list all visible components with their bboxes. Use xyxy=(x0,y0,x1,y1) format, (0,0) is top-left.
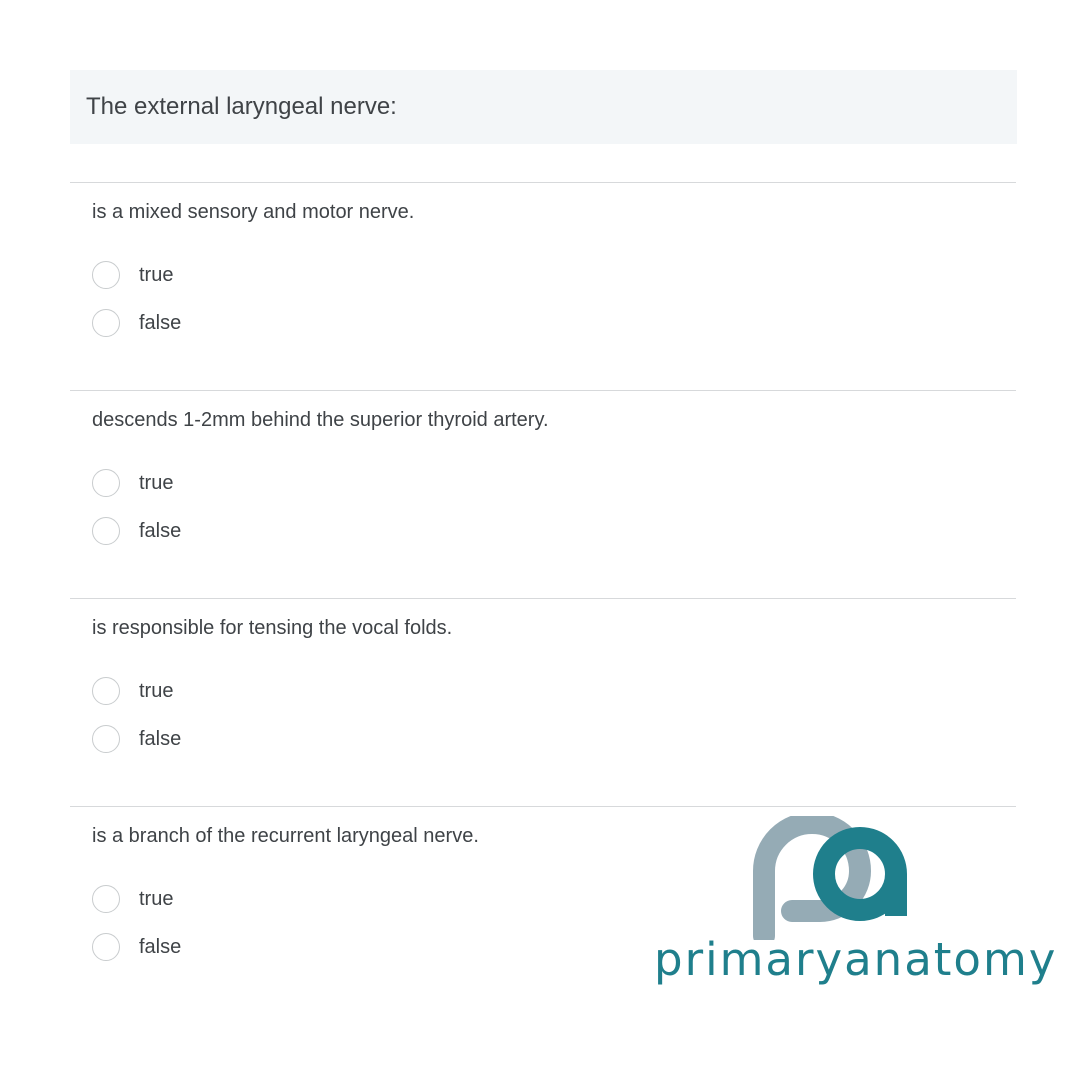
logo-wordmark: primaryanatomy xyxy=(654,933,1058,986)
radio-button[interactable] xyxy=(92,677,120,705)
statement-text: is a branch of the recurrent laryngeal nerve. xyxy=(92,825,479,847)
option-label: true xyxy=(139,263,174,286)
radio-button[interactable] xyxy=(92,469,120,497)
primaryanatomy-pa-logo-icon xyxy=(752,816,912,940)
radio-button[interactable] xyxy=(92,933,120,961)
option-false[interactable] xyxy=(92,514,181,548)
radio-button[interactable] xyxy=(92,309,120,337)
option-false[interactable] xyxy=(92,306,181,340)
radio-button[interactable] xyxy=(92,725,120,753)
radio-button[interactable] xyxy=(92,517,120,545)
option-label: false xyxy=(139,727,182,750)
question-title: The external laryngeal nerve: xyxy=(86,93,397,120)
option-label: true xyxy=(139,679,174,702)
option-label: false xyxy=(139,519,182,542)
question-header xyxy=(70,70,1017,144)
statement-text: descends 1-2mm behind the superior thyroid artery. xyxy=(92,409,549,431)
option-label: true xyxy=(139,887,174,910)
option-label: false xyxy=(139,935,182,958)
option-true[interactable] xyxy=(92,258,173,292)
option-false[interactable] xyxy=(92,722,181,756)
statement-block-3 xyxy=(70,598,1016,806)
statement-text: is responsible for tensing the vocal folds. xyxy=(92,617,453,639)
statement-block-1 xyxy=(70,182,1016,390)
option-label: false xyxy=(139,311,182,334)
radio-button[interactable] xyxy=(92,885,120,913)
option-true[interactable] xyxy=(92,882,173,916)
primaryanatomy-logo xyxy=(652,816,1058,988)
statement-text: is a mixed sensory and motor nerve. xyxy=(92,201,415,223)
option-true[interactable] xyxy=(92,674,173,708)
radio-button[interactable] xyxy=(92,261,120,289)
statement-block-2 xyxy=(70,390,1016,598)
option-label: true xyxy=(139,471,174,494)
option-false[interactable] xyxy=(92,930,181,964)
option-true[interactable] xyxy=(92,466,173,500)
